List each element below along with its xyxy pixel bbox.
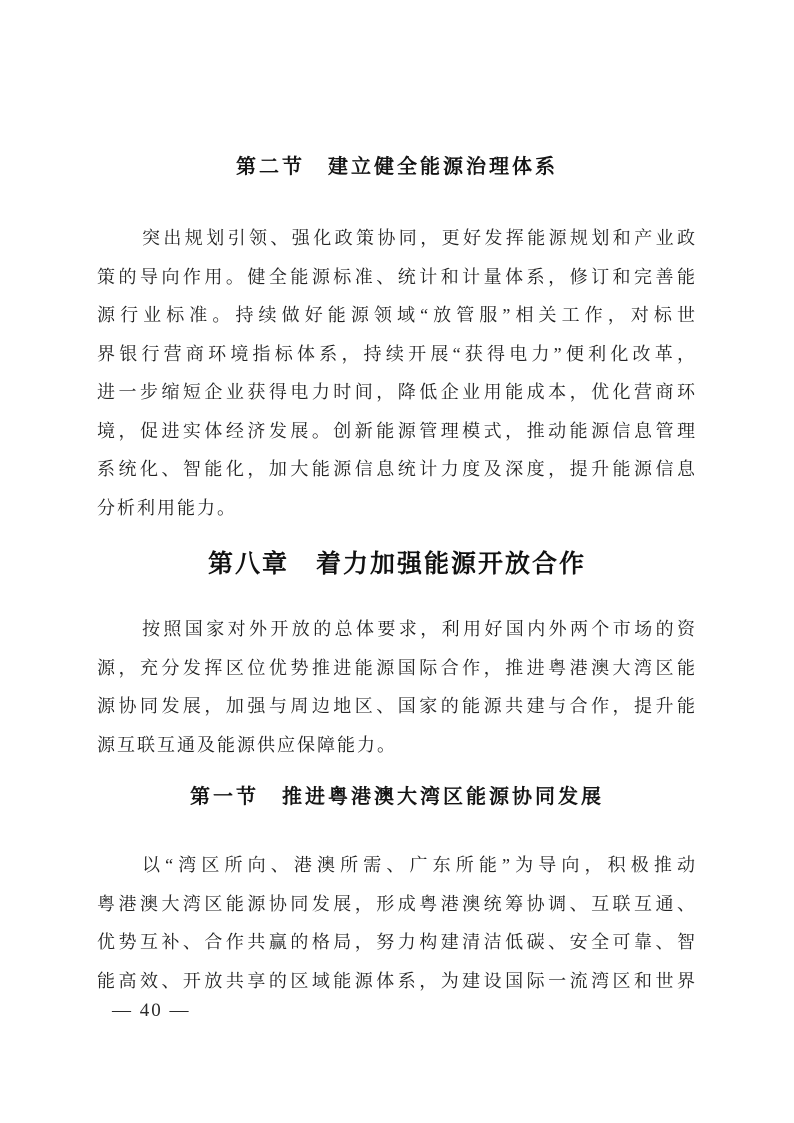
body-line: 粤港澳大湾区能源协同发展，形成粤港澳统筹协调、互联互通、 (97, 893, 697, 914)
body-line: 源互联互通及能源供应保障能力。 (97, 734, 397, 755)
section-heading-energy-governance: 第二节 建立健全能源治理体系 (236, 156, 558, 178)
page-number: — 40 — (112, 1000, 191, 1021)
section-heading-greater-bay-area: 第一节 推进粤港澳大湾区能源协同发展 (190, 786, 604, 808)
body-line: 优势互补、合作共赢的格局，努力构建清洁低碳、安全可靠、智 (97, 932, 697, 952)
body-line: 源行业标准。持续做好能源领域“放管服”相关工作，对标世 (97, 305, 697, 325)
body-line: 以“湾区所向、港澳所需、广东所能”为导向，积极推动 (142, 855, 697, 875)
paragraph-bay-area (97, 846, 697, 1000)
body-line: 源协同发展，加强与周边地区、国家的能源共建与合作，提升能 (97, 696, 697, 716)
body-line: 进一步缩短企业获得电力时间，降低企业用能成本，优化营商环 (97, 382, 697, 402)
body-line: 按照国家对外开放的总体要求，利用好国内外两个市场的资 (142, 619, 697, 639)
chapter-heading-energy-opening-cooperation: 第八章 着力加强能源开放合作 (207, 551, 586, 578)
body-line: 源，充分发挥区位优势推进能源国际合作，推进粤港澳大湾区能 (97, 657, 697, 678)
body-line: 境，促进实体经济发展。创新能源管理模式，推动能源信息管理 (97, 420, 697, 441)
body-line: 能高效、开放共享的区域能源体系，为建设国际一流湾区和世界 (97, 970, 697, 991)
body-line: 分析利用能力。 (97, 497, 237, 518)
body-line: 突出规划引领、强化政策协同，更好发挥能源规划和产业政 (142, 228, 697, 248)
body-line: 策的导向作用。健全能源标准、统计和计量体系，修订和完善能 (97, 266, 697, 287)
body-line: 界银行营商环境指标体系，持续开展“获得电力”便利化改革， (97, 343, 697, 364)
paragraph-governance (97, 219, 697, 527)
body-line: 系统化、智能化，加大能源信息统计力度及深度，提升能源信息 (97, 459, 697, 479)
paragraph-opening (97, 610, 697, 764)
